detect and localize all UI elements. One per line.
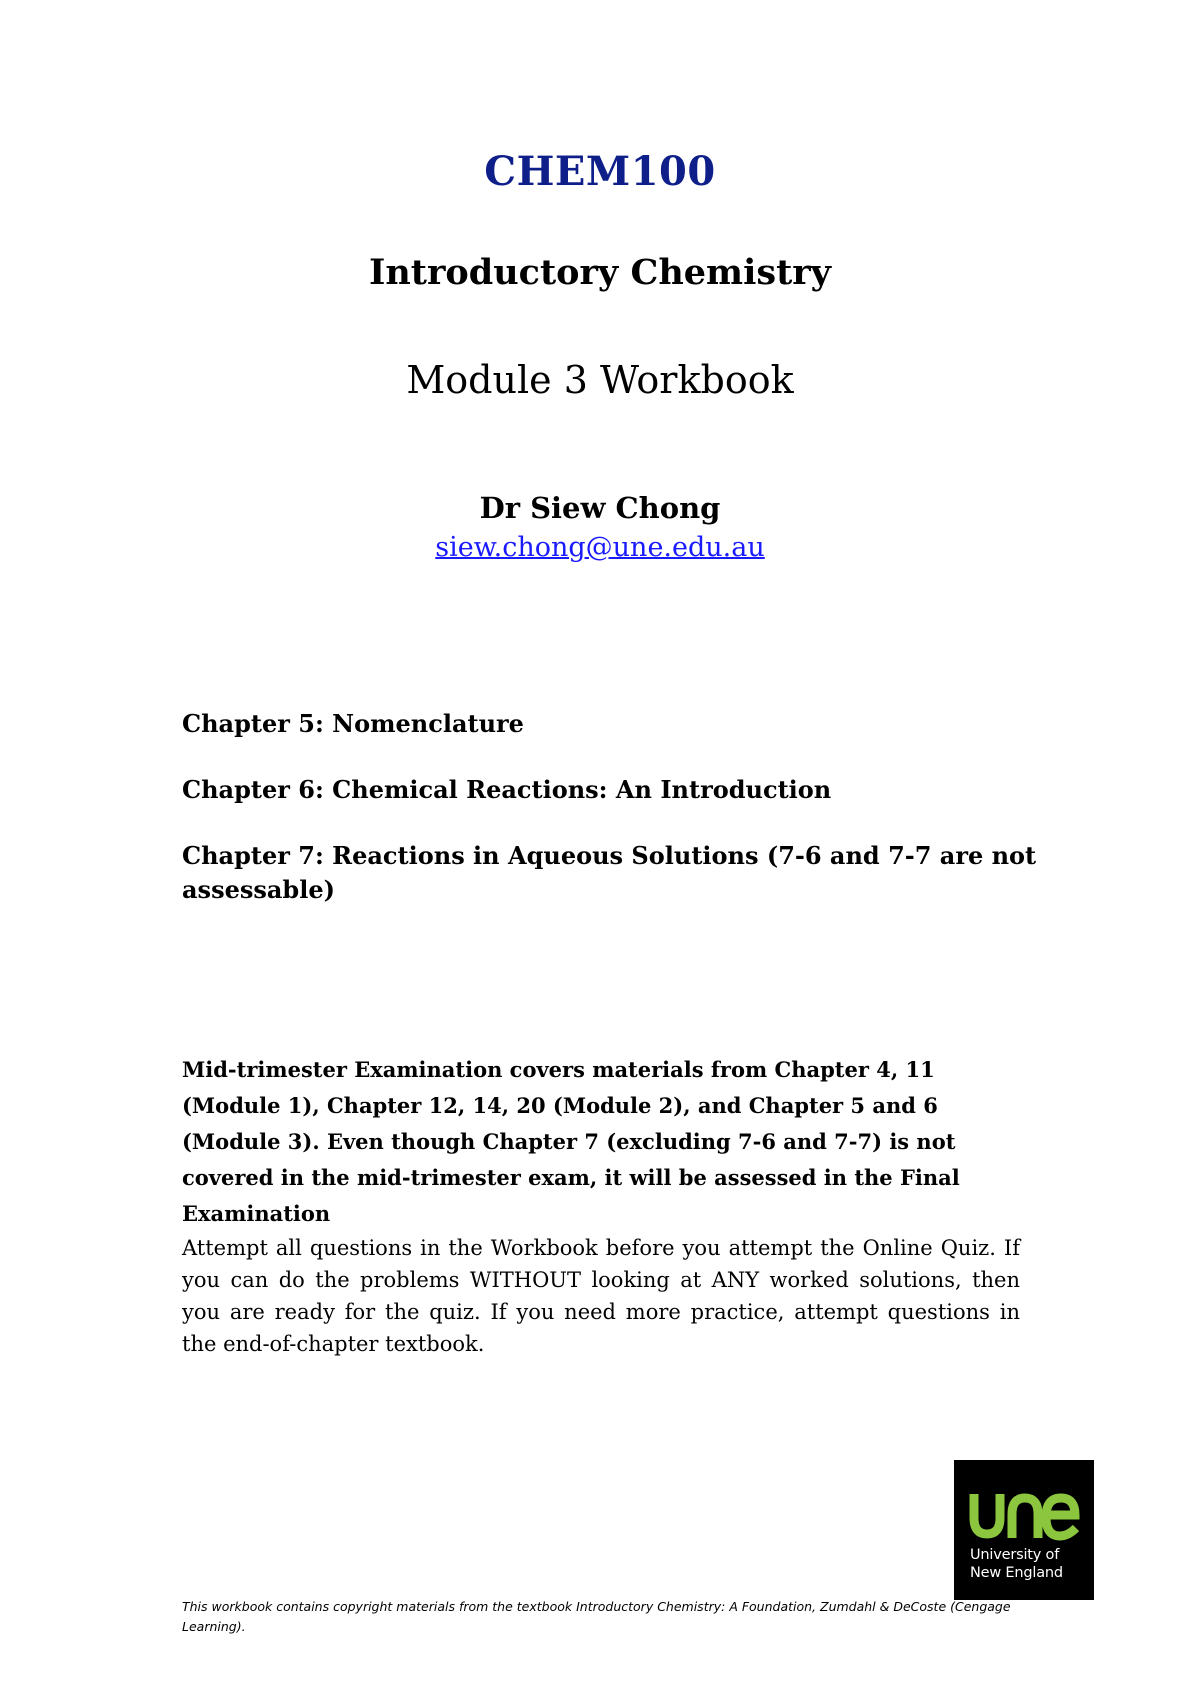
chapter-list bbox=[182, 707, 1042, 939]
chapter-item: Chapter 6: Chemical Reactions: An Introduction bbox=[182, 775, 832, 804]
module-title: Module 3 Workbook bbox=[406, 358, 794, 402]
chapter-item: Chapter 5: Nomenclature bbox=[182, 709, 524, 738]
course-code-title: CHEM100 bbox=[484, 148, 716, 195]
course-name-heading: Introductory Chemistry bbox=[368, 252, 832, 293]
attempt-instructions: Attempt all questions in the Workbook before you attempt the Online Quiz. If you can do the problems WITHOUT looking at ANY worked solutions, then you are ready for the quiz. If you need more practice, attempt questions in the end-of-chapter textbook. bbox=[182, 1236, 1020, 1356]
email-link[interactable]: siew.chong@une.edu.au bbox=[435, 532, 765, 563]
logo-line-1: University of bbox=[970, 1547, 1060, 1563]
une-logo bbox=[954, 1460, 1094, 1600]
une-logo-text bbox=[970, 1546, 1063, 1582]
copyright-footer: This workbook contains copyright materials from the textbook Introductory Chemistry: A Foundation, Zumdahl & DeCoste (Cengage Learning). bbox=[182, 1599, 1011, 1634]
exam-coverage-note: Mid-trimester Examination covers materials from Chapter 4, 11 (Module 1), Chapter 12, 14, 20 (Module 2), and Chapter 5 and 6 (Module 3). Even though Chapter 7 (excluding 7-6 and 7-7) is not covered in the mid-trimester exam, it will be assessed in the Final Examination bbox=[182, 1057, 960, 1226]
logo-line-2: New England bbox=[970, 1565, 1063, 1581]
author-email bbox=[0, 532, 1200, 563]
author-name: Dr Siew Chong bbox=[479, 491, 721, 525]
chapter-item: Chapter 7: Reactions in Aqueous Solutions (7-6 and 7-7 are not assessable) bbox=[182, 841, 1037, 904]
